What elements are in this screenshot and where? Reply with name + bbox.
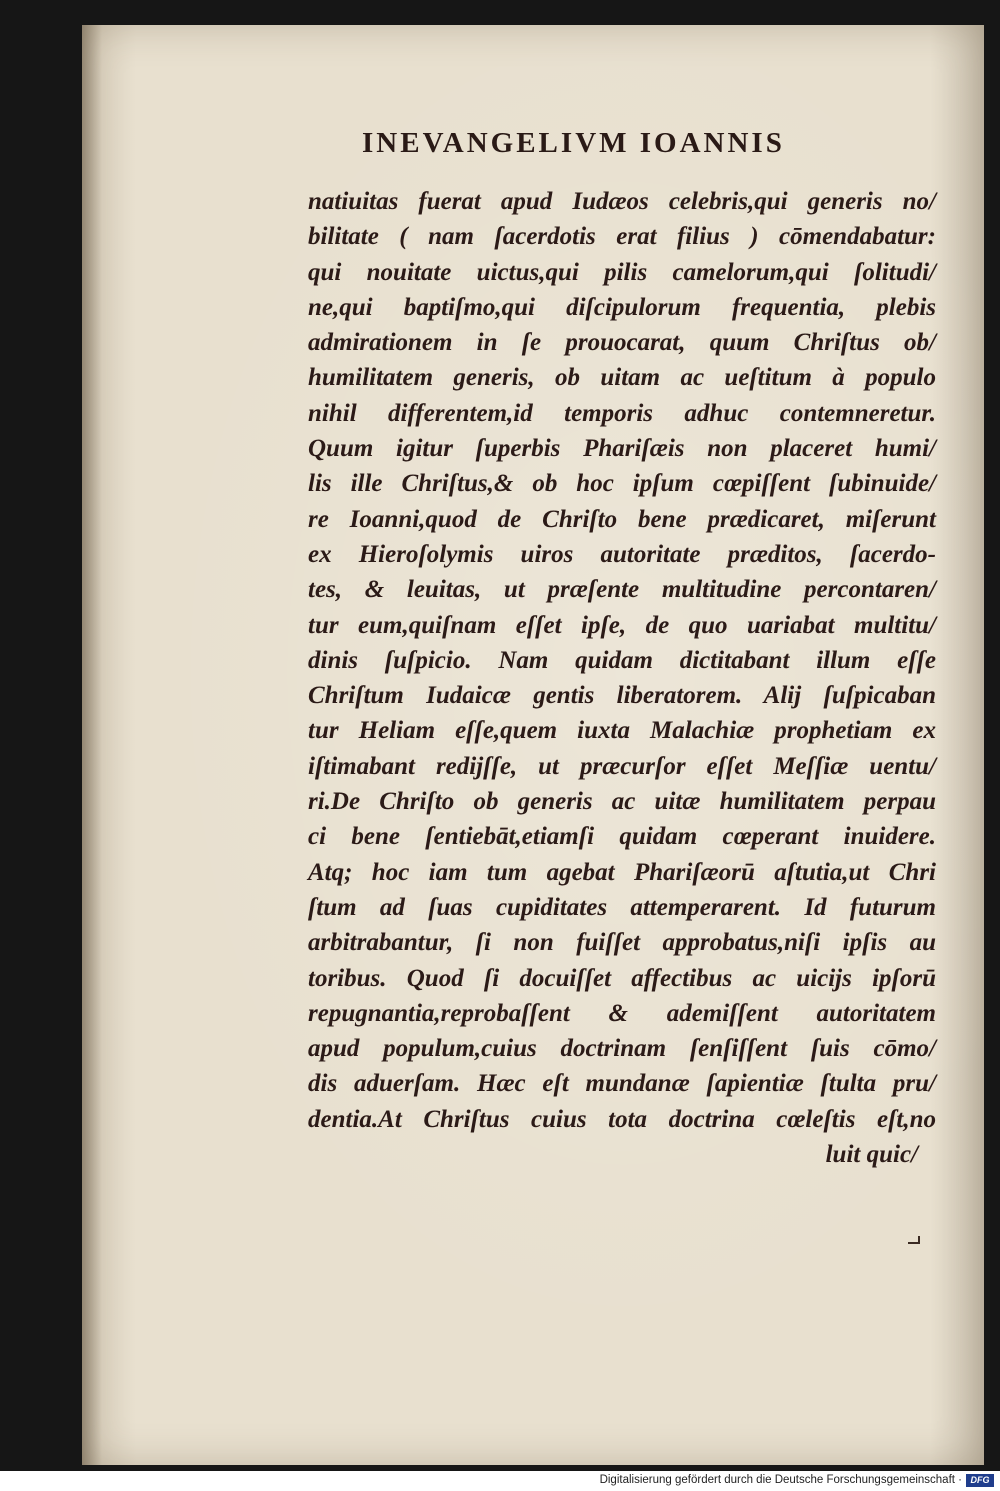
text-line: ri.De Chriſto ob generis ac uitæ humilitatem perpau [308, 788, 936, 816]
text-line: toribus. Quod ſi docuiſſet affectibus ac uicijs ipſorū [308, 964, 936, 992]
footer-credit: Digitalisierung gefördert durch die Deutsche Forschungsgemeinschaft · [599, 1474, 962, 1486]
text-line: ex Hieroſolymis uiros autoritate præditos, ſacerdo- [308, 540, 936, 568]
text-line: ci bene ſentiebāt,etiamſi quidam cœperant inuidere. [308, 823, 936, 851]
text-line: tur eum,quiſnam eſſet ipſe, de quo uariabat multitu/ [308, 611, 936, 639]
text-line: humilitatem generis, ob uitam ac ueſtitum à populo [308, 364, 936, 392]
text-line: repugnantia,reprobaſſent & ademiſſent autoritatem [308, 999, 936, 1027]
text-line: dentia.At Chriſtus cuius tota doctrina cœleſtis eſt,no [308, 1105, 936, 1133]
catchword: luit quic/ [825, 1141, 918, 1169]
text-line: lis ille Chriſtus,& ob hoc ipſum cœpiſſent ſubinuide/ [308, 470, 936, 498]
corner-mark [908, 1236, 920, 1244]
body-text [308, 184, 936, 1172]
text-line: Quum igitur ſuperbis Phariſæis non placeret humi/ [308, 435, 936, 463]
text-line: admirationem in ſe prouocarat, quum Chriſtus ob/ [308, 329, 936, 357]
text-line: apud populum,cuius doctrinam ſenſiſſent ſuis cōmo/ [308, 1035, 936, 1063]
text-line: dinis ſuſpicio. Nam quidam dictitabant illum eſſe [308, 646, 936, 674]
text-line: iſtimabant redijſſe, ut præcurſor eſſet Meſſiæ uentu/ [308, 752, 936, 780]
text-line: Chriſtum Iudaicæ gentis liberatorem. Alij ſuſpicaban [308, 682, 936, 710]
text-line: natiuitas fuerat apud Iudæos celebris,qui generis no/ [308, 188, 936, 215]
running-head: INEVANGELIVM IOANNIS [362, 127, 785, 159]
text-line: dis aduerſam. Hæc eſt mundanæ ſapientiæ ſtulta pru/ [308, 1070, 936, 1098]
text-line: arbitrabantur, ſi non fuiſſet approbatus,niſi ipſis au [308, 929, 936, 957]
text-line: ne,qui baptiſmo,qui diſcipulorum frequentia, plebis [308, 293, 936, 321]
footer-bar [0, 1471, 1000, 1491]
text-line: ſtum ad ſuas cupiditates attemperarent. Id futurum [308, 893, 936, 921]
text-line: qui nouitate uictus,qui pilis camelorum,qui ſolitudi/ [308, 258, 936, 286]
text-line: bilitate ( nam ſacerdotis erat filius ) cōmendabatur: [308, 223, 936, 251]
text-line: nihil differentem,id temporis adhuc contemneretur. [308, 399, 936, 427]
binding-shadow [82, 25, 102, 1465]
dfg-logo-icon[interactable]: DFG [966, 1474, 994, 1487]
text-line: re Ioanni,quod de Chriſto bene prædicaret, miſerunt [308, 505, 936, 533]
text-line: tes, & leuitas, ut præſente multitudine percontaren/ [308, 576, 936, 604]
text-line: tur Heliam eſſe,quem iuxta Malachiæ prophetiam ex [308, 717, 936, 745]
text-line: Atq; hoc iam tum agebat Phariſæorū aſtutia,ut Chri [308, 858, 936, 886]
